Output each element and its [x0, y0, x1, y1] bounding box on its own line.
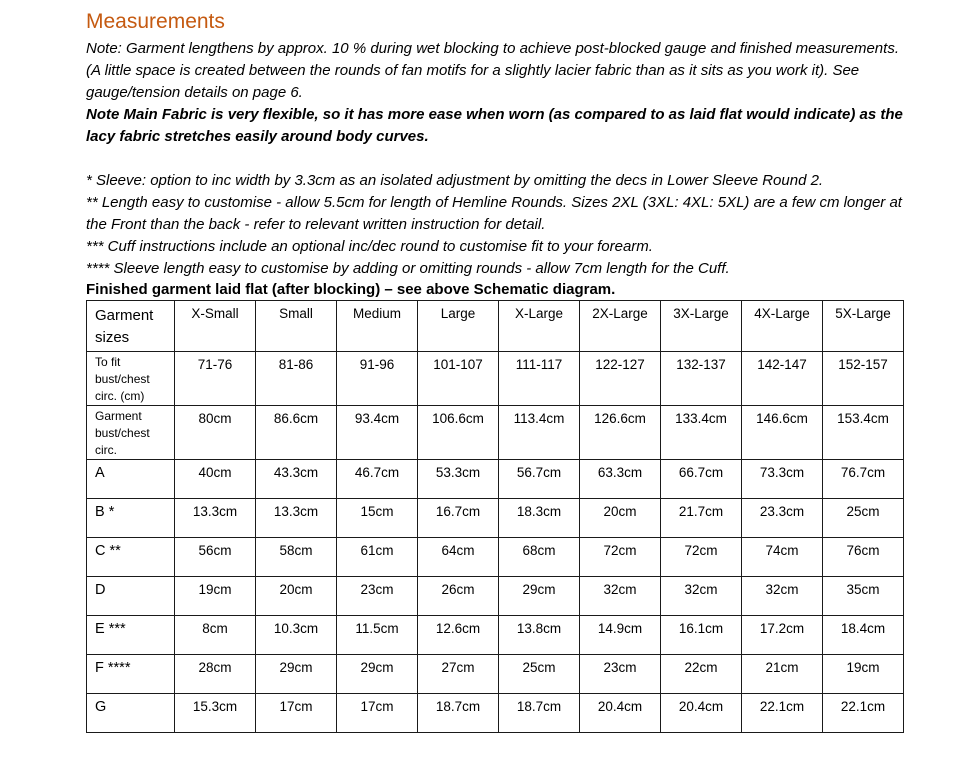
- table-cell: 16.1cm: [661, 616, 742, 655]
- measurements-table: [86, 300, 904, 733]
- table-cell: 91-96: [337, 352, 418, 406]
- table-cell: 18.7cm: [418, 694, 499, 733]
- table-row: [87, 577, 904, 616]
- measurements-page: [86, 8, 916, 733]
- table-cell: 111-117: [499, 352, 580, 406]
- table-cell: 63.3cm: [580, 460, 661, 499]
- table-cell: 26cm: [418, 577, 499, 616]
- row-label: D: [87, 577, 175, 616]
- table-row: [87, 655, 904, 694]
- table-row: [87, 538, 904, 577]
- table-cell: 122-127: [580, 352, 661, 406]
- table-cell: 35cm: [823, 577, 904, 616]
- table-cell: 10.3cm: [256, 616, 337, 655]
- section-heading: Measurements: [86, 10, 225, 33]
- corner-cell: Garment sizes: [87, 301, 175, 352]
- table-cell: 101-107: [418, 352, 499, 406]
- spacer: [86, 148, 916, 170]
- row-label: C **: [87, 538, 175, 577]
- table-cell: 18.4cm: [823, 616, 904, 655]
- table-cell: 153.4cm: [823, 406, 904, 460]
- table-cell: 61cm: [337, 538, 418, 577]
- table-cell: 46.7cm: [337, 460, 418, 499]
- table-cell: 13.3cm: [256, 499, 337, 538]
- sleeve-footnote: * Sleeve: option to inc width by 3.3cm as an isolated adjustment by omitting the decs in Lower Sleeve Round 2.: [86, 172, 824, 189]
- table-cell: 18.3cm: [499, 499, 580, 538]
- table-cell: 22.1cm: [742, 694, 823, 733]
- table-cell: 19cm: [175, 577, 256, 616]
- row-label: F ****: [87, 655, 175, 694]
- table-cell: 86.6cm: [256, 406, 337, 460]
- cuff-footnote: *** Cuff instructions include an optional inc/dec round to customise fit to your forearm.: [86, 238, 653, 255]
- table-cell: 14.9cm: [580, 616, 661, 655]
- table-cell: 20cm: [256, 577, 337, 616]
- table-cell: 106.6cm: [418, 406, 499, 460]
- table-cell: 15.3cm: [175, 694, 256, 733]
- row-label: A: [87, 460, 175, 499]
- table-cell: 152-157: [823, 352, 904, 406]
- table-row: [87, 499, 904, 538]
- table-cell: 43.3cm: [256, 460, 337, 499]
- blocking-note: Note: Garment lengthens by approx. 10 % during wet blocking to achieve post-blocked gauge and finished measurements. (A little space is created between the rounds of fan motifs for a slightly lacier fabric than as it sits as you work it). See gauge/tension details on page 6.: [86, 40, 899, 101]
- table-cell: 8cm: [175, 616, 256, 655]
- size-header: Medium: [337, 301, 418, 352]
- table-cell: 17cm: [256, 694, 337, 733]
- table-cell: 21cm: [742, 655, 823, 694]
- table-cell: 32cm: [580, 577, 661, 616]
- table-cell: 71-76: [175, 352, 256, 406]
- size-header: X-Large: [499, 301, 580, 352]
- table-cell: 18.7cm: [499, 694, 580, 733]
- table-cell: 32cm: [661, 577, 742, 616]
- table-cell: 56cm: [175, 538, 256, 577]
- table-cell: 72cm: [580, 538, 661, 577]
- size-header: 5X-Large: [823, 301, 904, 352]
- table-cell: 126.6cm: [580, 406, 661, 460]
- row-label: G: [87, 694, 175, 733]
- table-cell: 76.7cm: [823, 460, 904, 499]
- table-cell: 76cm: [823, 538, 904, 577]
- table-cell: 72cm: [661, 538, 742, 577]
- table-cell: 113.4cm: [499, 406, 580, 460]
- table-cell: 16.7cm: [418, 499, 499, 538]
- row-label: Garment bust/chest circ.: [87, 406, 175, 460]
- table-cell: 17cm: [337, 694, 418, 733]
- table-cell: 80cm: [175, 406, 256, 460]
- table-cell: 25cm: [823, 499, 904, 538]
- table-row: [87, 460, 904, 499]
- table-cell: 11.5cm: [337, 616, 418, 655]
- row-label: To fit bust/chest circ. (cm): [87, 352, 175, 406]
- table-cell: 64cm: [418, 538, 499, 577]
- table-cell: 142-147: [742, 352, 823, 406]
- row-label: E ***: [87, 616, 175, 655]
- table-cell: 13.3cm: [175, 499, 256, 538]
- size-header: X-Small: [175, 301, 256, 352]
- table-cell: 19cm: [823, 655, 904, 694]
- table-cell: 25cm: [499, 655, 580, 694]
- table-cell: 93.4cm: [337, 406, 418, 460]
- table-cell: 20.4cm: [661, 694, 742, 733]
- table-cell: 29cm: [256, 655, 337, 694]
- table-cell: 23cm: [337, 577, 418, 616]
- table-header-row: [87, 301, 904, 352]
- table-cell: 29cm: [337, 655, 418, 694]
- size-header: 3X-Large: [661, 301, 742, 352]
- table-row: [87, 616, 904, 655]
- table-cell: 17.2cm: [742, 616, 823, 655]
- table-cell: 66.7cm: [661, 460, 742, 499]
- table-cell: 12.6cm: [418, 616, 499, 655]
- table-cell: 29cm: [499, 577, 580, 616]
- row-label: B *: [87, 499, 175, 538]
- table-cell: 21.7cm: [661, 499, 742, 538]
- size-header: Small: [256, 301, 337, 352]
- size-header: 2X-Large: [580, 301, 661, 352]
- table-cell: 74cm: [742, 538, 823, 577]
- table-cell: 40cm: [175, 460, 256, 499]
- fabric-ease-note: Note Main Fabric is very flexible, so it has more ease when worn (as compared to as laid flat would indicate) as the lacy fabric stretches easily around body curves.: [86, 106, 903, 145]
- table-cell: 146.6cm: [742, 406, 823, 460]
- table-cell: 53.3cm: [418, 460, 499, 499]
- length-footnote: ** Length easy to customise - allow 5.5cm for length of Hemline Rounds. Sizes 2XL (3XL: 4XL: 5XL) are a few cm longer at the Front than the back - refer to relevant written instruction for detail.: [86, 194, 902, 233]
- table-row: [87, 352, 904, 406]
- table-cell: 73.3cm: [742, 460, 823, 499]
- table-cell: 58cm: [256, 538, 337, 577]
- table-cell: 13.8cm: [499, 616, 580, 655]
- table-cell: 56.7cm: [499, 460, 580, 499]
- table-cell: 23cm: [580, 655, 661, 694]
- table-row: [87, 694, 904, 733]
- table-cell: 68cm: [499, 538, 580, 577]
- table-cell: 15cm: [337, 499, 418, 538]
- table-cell: 81-86: [256, 352, 337, 406]
- table-row: [87, 406, 904, 460]
- table-cell: 22.1cm: [823, 694, 904, 733]
- table-cell: 20cm: [580, 499, 661, 538]
- size-header: Large: [418, 301, 499, 352]
- table-cell: 28cm: [175, 655, 256, 694]
- table-cell: 22cm: [661, 655, 742, 694]
- sleeve-length-footnote: **** Sleeve length easy to customise by adding or omitting rounds - allow 7cm length for the Cuff.: [86, 260, 730, 277]
- table-cell: 20.4cm: [580, 694, 661, 733]
- table-caption: Finished garment laid flat (after blocking) – see above Schematic diagram.: [86, 281, 616, 298]
- table-cell: 32cm: [742, 577, 823, 616]
- size-header: 4X-Large: [742, 301, 823, 352]
- table-cell: 27cm: [418, 655, 499, 694]
- table-cell: 133.4cm: [661, 406, 742, 460]
- table-cell: 132-137: [661, 352, 742, 406]
- table-cell: 23.3cm: [742, 499, 823, 538]
